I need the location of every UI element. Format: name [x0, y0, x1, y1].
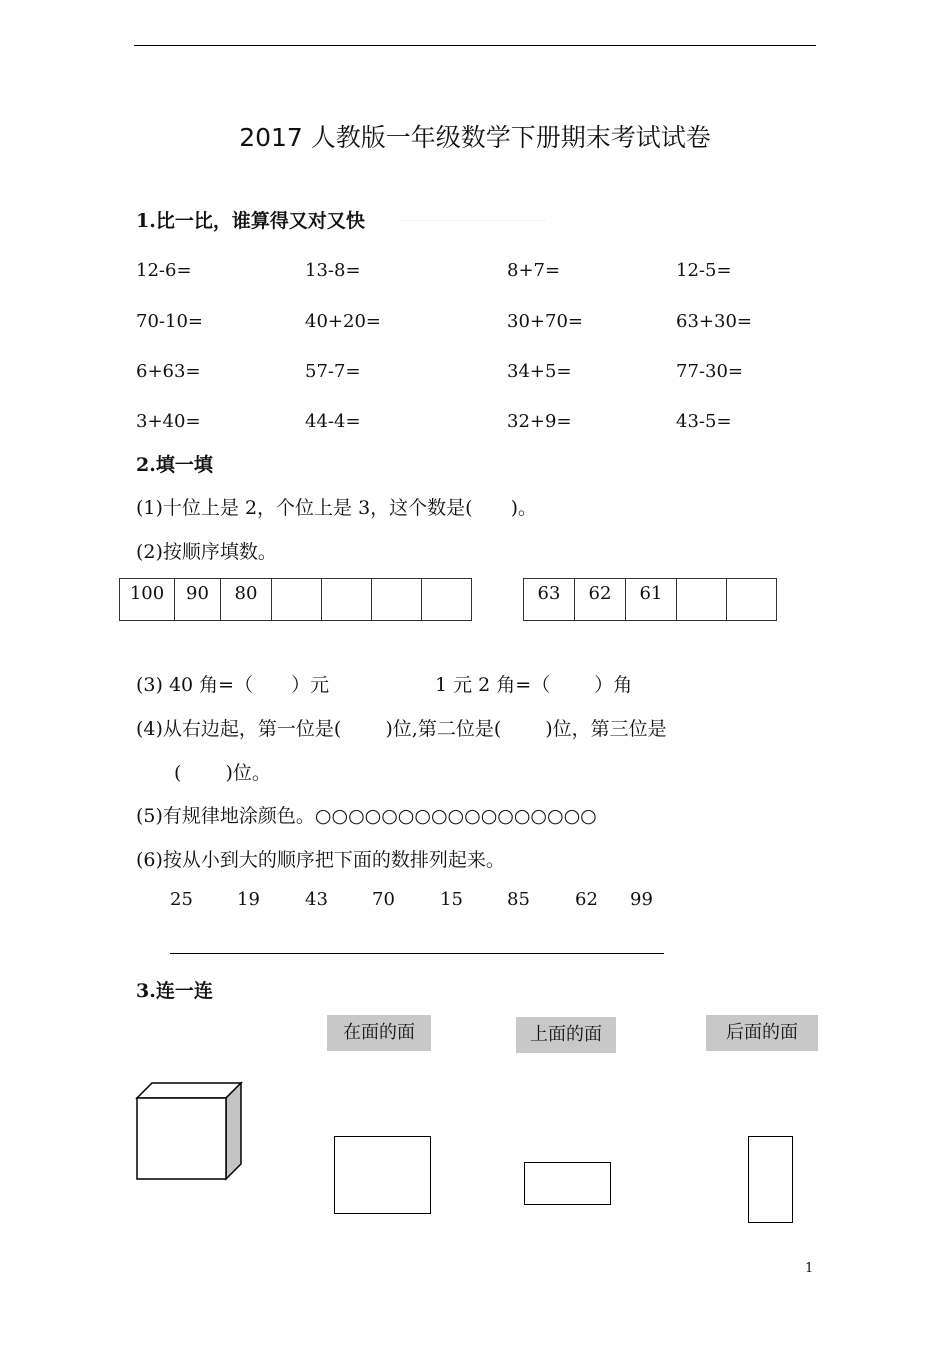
question-4: (4)从右边起，第一位是( )位,第二位是( )位，第三位是: [136, 718, 667, 740]
equation: 57-7=: [305, 361, 361, 382]
number-item: 99: [630, 889, 653, 910]
equation: 30+70=: [507, 311, 583, 332]
number-item: 15: [440, 889, 463, 910]
question-3-a: (3) 40 角=（ ）元: [136, 674, 330, 696]
faint-underline: [400, 220, 545, 221]
cube-icon: [134, 1080, 244, 1184]
sequence-blank-cell[interactable]: [272, 579, 322, 621]
number-item: 70: [372, 889, 395, 910]
section-1-heading: 1.比一比，谁算得又对又快: [136, 210, 365, 232]
sequence-table-b: [523, 578, 777, 621]
page-title: 2017 人教版一年级数学下册期末考试试卷: [239, 123, 711, 152]
header-rule: [134, 45, 816, 46]
answer-line[interactable]: [170, 953, 664, 954]
sequence-cell: 61: [626, 579, 677, 621]
equation: 8+7=: [507, 260, 561, 281]
page-number: 1: [805, 1261, 814, 1276]
equation: 63+30=: [676, 311, 752, 332]
equation: 70-10=: [136, 311, 203, 332]
number-item: 25: [170, 889, 193, 910]
equation: 3+40=: [136, 411, 201, 432]
question-2: (2)按顺序填数。: [136, 541, 277, 563]
equation: 12-5=: [676, 260, 732, 281]
question-5: (5)有规律地涂颜色。○○○○○○○○○○○○○○○○○: [136, 805, 597, 827]
equation: 44-4=: [305, 411, 361, 432]
question-4-continued: ( )位。: [174, 762, 271, 784]
sequence-table-a: [119, 578, 472, 621]
front-face-rectangle[interactable]: [334, 1136, 431, 1214]
sequence-blank-cell[interactable]: [677, 579, 727, 621]
section-2-heading: 2.填一填: [136, 454, 213, 476]
sequence-cell: 100: [120, 579, 175, 621]
face-label-top[interactable]: 上面的面: [516, 1017, 616, 1053]
top-face-rectangle[interactable]: [524, 1162, 611, 1205]
equation: 40+20=: [305, 311, 381, 332]
number-item: 43: [305, 889, 328, 910]
question-1: (1)十位上是 2，个位上是 3，这个数是( )。: [136, 497, 537, 519]
sequence-blank-cell[interactable]: [727, 579, 777, 621]
sequence-blank-cell[interactable]: [372, 579, 422, 621]
sequence-cell: 63: [524, 579, 575, 621]
face-label-back[interactable]: 后面的面: [706, 1015, 818, 1051]
equation: 32+9=: [507, 411, 572, 432]
sequence-cell: 90: [175, 579, 221, 621]
equation: 43-5=: [676, 411, 732, 432]
number-item: 85: [507, 889, 530, 910]
equation: 6+63=: [136, 361, 201, 382]
face-label-front[interactable]: 在面的面: [327, 1015, 431, 1051]
equation: 13-8=: [305, 260, 361, 281]
equation: 12-6=: [136, 260, 192, 281]
sequence-cell: 80: [221, 579, 272, 621]
question-6: (6)按从小到大的顺序把下面的数排列起来。: [136, 849, 505, 871]
section-3-heading: 3.连一连: [136, 980, 213, 1002]
equation: 77-30=: [676, 361, 743, 382]
side-face-rectangle[interactable]: [748, 1136, 793, 1223]
sequence-blank-cell[interactable]: [422, 579, 472, 621]
number-item: 62: [575, 889, 598, 910]
equation: 34+5=: [507, 361, 572, 382]
question-3-b: 1 元 2 角=（ ）角: [435, 674, 633, 696]
number-item: 19: [237, 889, 260, 910]
sequence-cell: 62: [575, 579, 626, 621]
sequence-blank-cell[interactable]: [322, 579, 372, 621]
